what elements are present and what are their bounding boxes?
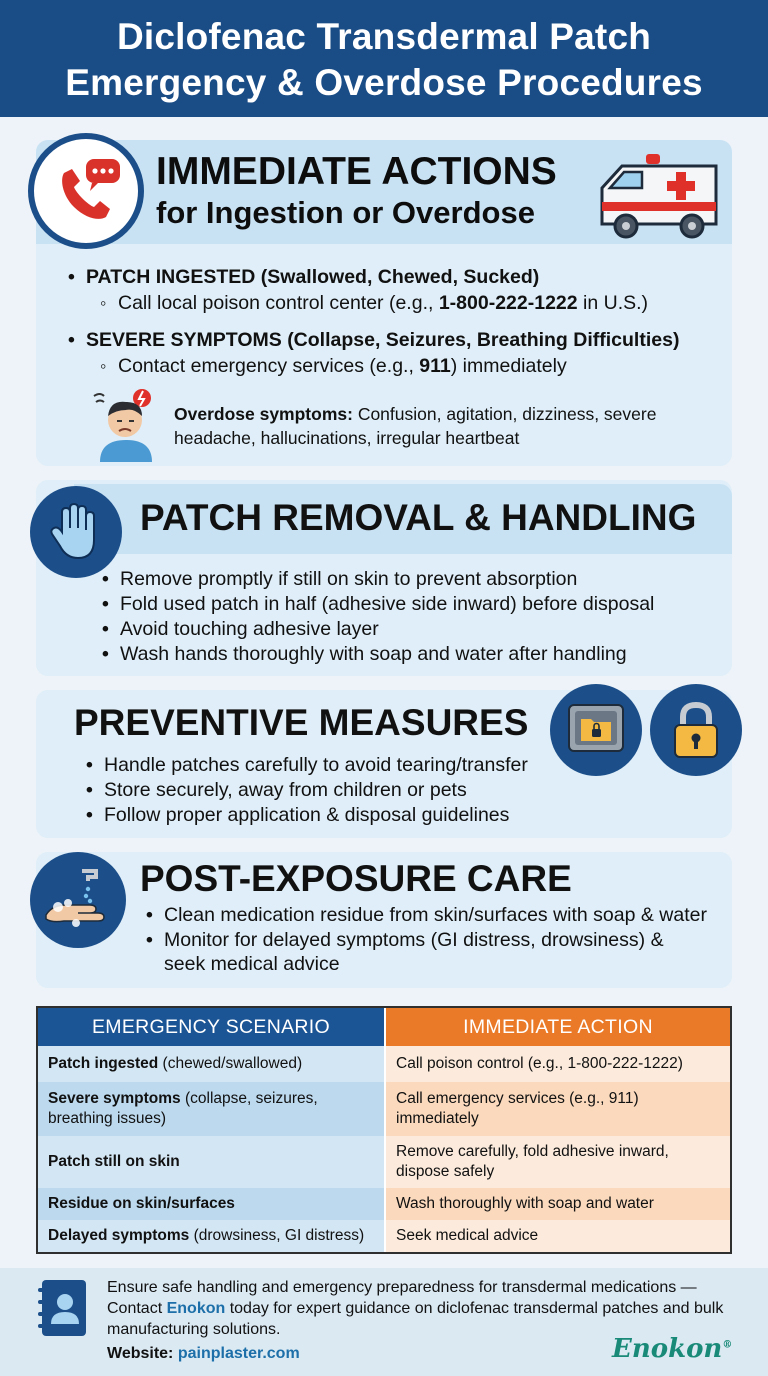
action-cell: Seek medical advice: [384, 1220, 730, 1252]
severe-sub-bullet: [118, 354, 567, 378]
page-header: [0, 0, 768, 117]
table-header-scenario: EMERGENCY SCENARIO: [38, 1008, 384, 1046]
footer-website: [107, 1345, 300, 1363]
post-exposure-heading: POST-EXPOSURE CARE: [140, 858, 572, 899]
overdose-symptoms-text: Confusion, agitation, dizziness, severe headache, hallucinations, irregular heartbeat: [174, 404, 657, 448]
post-item-1: • Clean medication residue from skin/surfaces with soap & water: [164, 903, 707, 927]
padlock-icon: [650, 684, 742, 776]
scenario-detail: (chewed/swallowed): [158, 1055, 303, 1072]
dizzy-person-icon: [88, 386, 162, 467]
emergency-table: [36, 1006, 732, 1254]
immediate-actions-subheading: for Ingestion or Overdose: [156, 195, 535, 230]
brand-logo-text: Enokon: [612, 1334, 723, 1364]
ambulance-icon: [598, 150, 722, 247]
scenario-detail: (drowsiness, GI distress): [189, 1227, 365, 1244]
footer-text-after: today for expert guidance on diclofenac transdermal patches and bulk manufacturing solutions.: [107, 1300, 724, 1338]
contact-book-icon: [36, 1278, 90, 1343]
preventive-item-2: • Store securely, away from children or pets: [104, 778, 467, 802]
immediate-actions-heading: IMMEDIATE ACTIONS: [156, 150, 557, 193]
ingested-bullet: • PATCH INGESTED (Swallowed, Chewed, Sucked): [86, 265, 539, 289]
preventive-item-1: • Handle patches carefully to avoid tearing/transfer: [104, 753, 528, 777]
action-cell: Call emergency services (e.g., 911) immediately: [384, 1082, 730, 1136]
table-row: [38, 1136, 730, 1188]
table-row: [38, 1082, 730, 1136]
phone-chat-icon: [28, 133, 144, 249]
registered-mark: ®: [722, 1339, 733, 1351]
scenario-bold: Residue on skin/surfaces: [48, 1195, 235, 1212]
poison-control-number: 1-800-222-1222: [438, 292, 578, 314]
table-row: [38, 1220, 730, 1252]
ingested-sub-text: Call local poison control center (e.g.,: [118, 292, 439, 314]
action-cell: Call poison control (e.g., 1-800-222-1222): [384, 1046, 730, 1082]
ingested-sub-suffix: in U.S.): [577, 292, 649, 314]
action-cell: Remove carefully, fold adhesive inward, dispose safely: [384, 1136, 730, 1188]
overdose-symptoms-label: Overdose symptoms:: [174, 404, 353, 424]
patch-removal-heading: PATCH REMOVAL & HANDLING: [140, 497, 697, 538]
footer-brand-link[interactable]: Enokon: [166, 1300, 226, 1317]
table-row: [38, 1188, 730, 1220]
scenario-bold: Patch ingested: [48, 1055, 159, 1072]
footer-text-before: Ensure safe handling and emergency preparedness for transdermal medications — Contact: [107, 1279, 697, 1317]
overdose-symptoms: [174, 402, 714, 450]
stop-hand-icon: [30, 486, 122, 578]
scenario-bold: Delayed symptoms: [48, 1227, 190, 1244]
scenario-detail: (collapse, seizures, breathing issues): [48, 1090, 318, 1127]
hand-washing-icon: [30, 852, 126, 948]
scenario-bold: Severe symptoms: [48, 1090, 181, 1107]
ingested-sub-bullet: [118, 291, 648, 315]
action-cell: Wash thoroughly with soap and water: [384, 1188, 730, 1220]
severe-bullet: • SEVERE SYMPTOMS (Collapse, Seizures, Breathing Difficulties): [86, 328, 679, 352]
preventive-item-3: • Follow proper application & disposal guidelines: [104, 803, 509, 827]
removal-item-4: • Wash hands thoroughly with soap and water after handling: [120, 642, 627, 666]
page-title-line2: Emergency & Overdose Procedures: [65, 62, 703, 103]
emergency-number: 911: [419, 355, 451, 377]
post-item-2: • Monitor for delayed symptoms (GI distress, drowsiness) &: [164, 928, 664, 952]
severe-sub-suffix: ) immediately: [450, 355, 567, 377]
website-label: Website:: [107, 1345, 174, 1362]
table-header-action: IMMEDIATE ACTION: [384, 1008, 730, 1046]
footer-text: [107, 1277, 727, 1340]
safe-box-icon: [550, 684, 642, 776]
removal-item-2: • Fold used patch in half (adhesive side inward) before disposal: [120, 592, 654, 616]
page-title-line1: Diclofenac Transdermal Patch: [116, 16, 652, 57]
brand-logo: [612, 1334, 732, 1364]
website-link[interactable]: painplaster.com: [177, 1345, 300, 1362]
removal-item-3: • Avoid touching adhesive layer: [120, 617, 379, 641]
post-item-2-continued: seek medical advice: [164, 953, 340, 975]
preventive-heading: PREVENTIVE MEASURES: [74, 702, 529, 743]
table-row: [38, 1046, 730, 1082]
removal-item-1: • Remove promptly if still on skin to prevent absorption: [120, 567, 577, 591]
scenario-bold: Patch still on skin: [48, 1153, 180, 1170]
severe-sub-text: Contact emergency services (e.g.,: [118, 355, 420, 377]
